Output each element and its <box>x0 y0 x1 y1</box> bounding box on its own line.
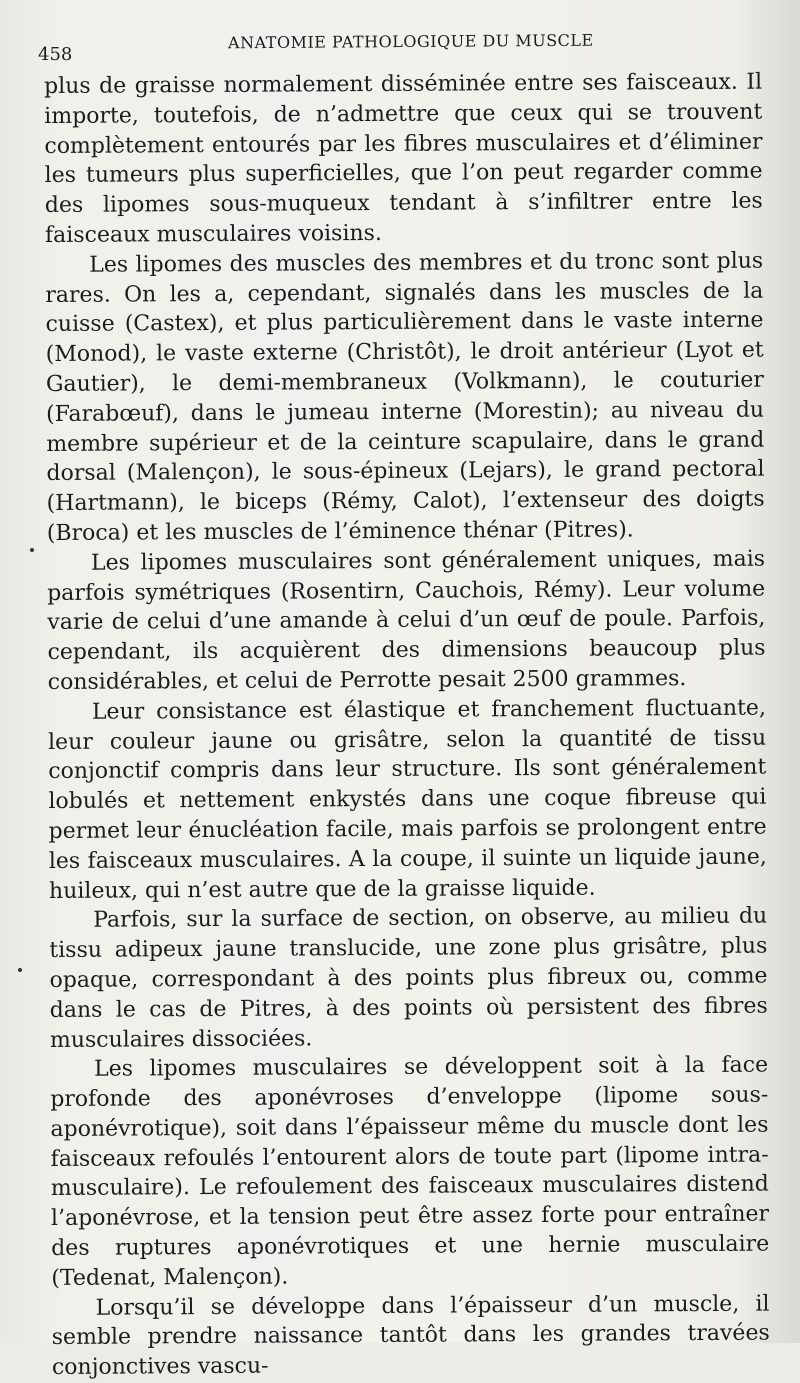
paragraph-4: Leur consistance est élastique et franchement fluctuante, leur couleur jaune ou grisâtre, selon la quantité de tissu conjonctif compris dans leur structure. Ils sont généralement lobulés et nettement enkystés dans une coque fibreuse qui permet leur énucléation facile, mais parfois se prolongent entre les faisceaux musculaires. A la coupe, il suinte un liquide jaune, huileux, qui n’est autre que de la graisse liquide. <box>48 695 767 904</box>
paragraph-5: Parfois, sur la surface de section, on observe, au milieu du tissu adipeux jaune translucide, une zone plus grisâtre, plus opaque, correspondant à des points plus fibreux ou, comme dans le cas de Pitres, à des points où persistent des fibres musculaires dissociées. <box>49 903 768 1053</box>
paragraph-7: Lorsqu’il se développe dans l’épaisseur d’un muscle, il semble prendre naissance tantôt dans les grandes travées conjonctives vascu- <box>51 1291 770 1381</box>
page-number: 458 <box>38 44 73 65</box>
ink-speck <box>30 548 34 552</box>
paragraph-3: Les lipomes musculaires sont généralement uniques, mais parfois symétriques (Rosentirn, Cauchois, Rémy). Leur volume varie de celui d’une amande à celui d’un œuf de poule. Parfois, cependant, ils acquièrent des dimensions beaucoup plus considérables, et celui de Perrotte pesait 2500 grammes. <box>47 546 766 695</box>
paragraph-1: plus de graisse normalement disséminée entre ses faisceaux. Il importe, toutefois, de n’admettre que ceux qui se trouvent complètement entourés par les fibres musculaires et d’éliminer les tumeurs plus superficielles, que l’on peut regarder comme des lipomes sous-muqueux tendant à s’infiltrer entre les faisceaux musculaires voisins. <box>44 69 763 248</box>
page-header <box>38 30 770 65</box>
body-text <box>44 68 770 1383</box>
running-title: ANATOMIE PATHOLOGIQUE DU MUSCLE <box>227 30 594 53</box>
ink-speck <box>18 968 22 972</box>
paragraph-2: Les lipomes des muscles des membres et du tronc sont plus rares. On les a, cependant, signalés dans les muscles de la cuisse (Castex), et plus particulièrement dans le vaste interne (Monod), le vaste externe (Christôt), le droit antérieur (Lyot et Gautier), le demi-membraneux (Volkmann), le couturier (Farabœuf), dans le jumeau interne (Morestin); au niveau du membre supérieur et de la ceinture scapulaire, dans le grand dorsal (Malençon), le sous-épineux (Lejars), le grand pectoral (Hartmann), le biceps (Rémy, Calot), l’extenseur des doigts (Broca) et les muscles de l’éminence thénar (Pitres). <box>45 248 765 546</box>
paragraph-6: Les lipomes musculaires se développent soit à la face profonde des aponévroses d’enveloppe (lipome sous-aponévrotique), soit dans l’épaisseur même du muscle dont les faisceaux refoulés l’entourent alors de toute part (lipome intra-musculaire). Le refoulement des faisceaux musculaires distend l’aponévrose, et la tension peut être assez forte pour entraîner des ruptures aponévrotiques et une hernie musculaire (Tedenat, Malençon). <box>50 1052 770 1291</box>
